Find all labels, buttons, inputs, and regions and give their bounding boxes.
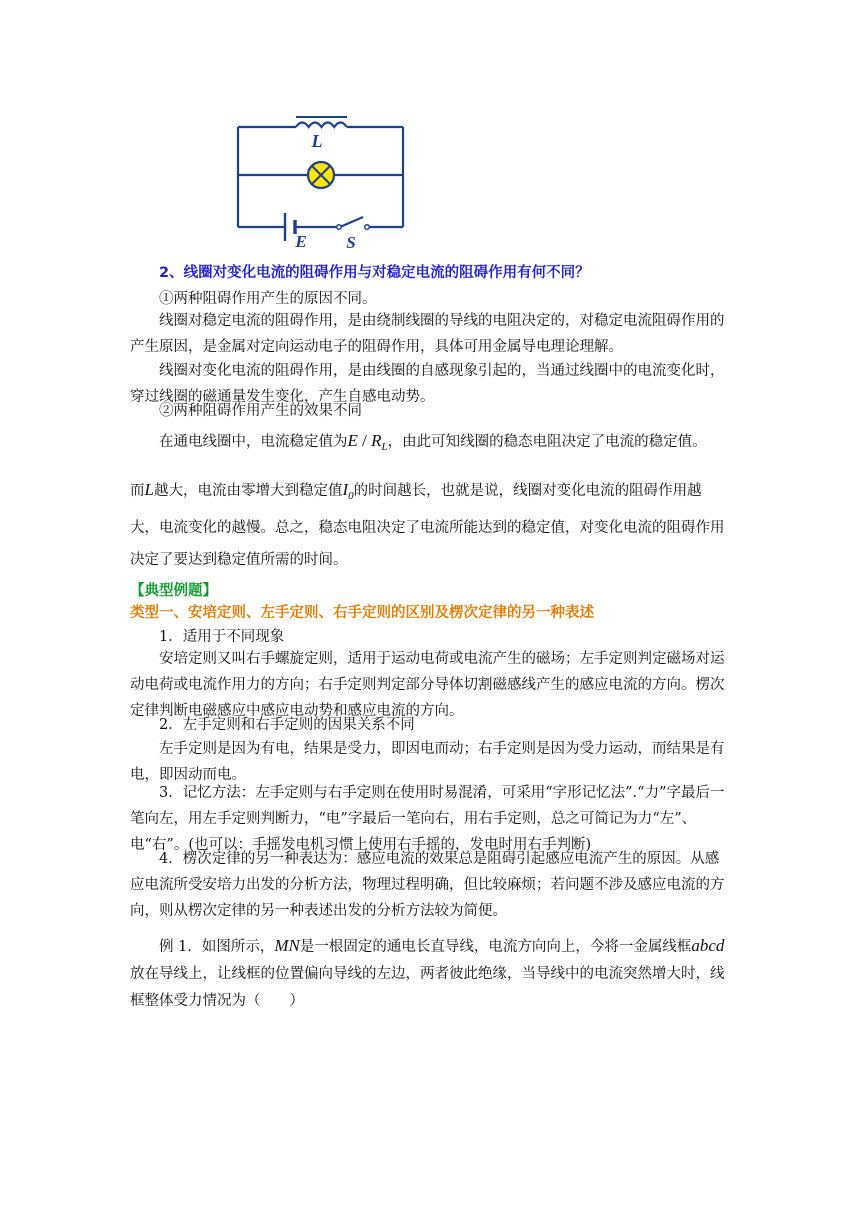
- section2-heading: 2、线圈对变化电流的阻碍作用与对稳定电流的阻碍作用有何不同？: [159, 265, 590, 281]
- examples-heading: 【典型例题】: [130, 583, 217, 599]
- item2-title: 2．左手定则和右手定则的因果关系不同: [159, 717, 415, 733]
- math-MN: MN: [274, 936, 300, 955]
- switch-label: S: [346, 233, 356, 252]
- math-R: R: [371, 431, 382, 450]
- battery-label: E: [295, 232, 307, 251]
- point2-title: ②两种阻碍作用产生的效果不同: [159, 403, 362, 419]
- point1-para2: 线圈对变化电流的阻碍作用，是由线圈的自感现象引起的，当通过线圈中的电流变化时，穿过线圈的磁通量发生变化，产生自感电动势。: [130, 363, 725, 405]
- type1-heading: 类型一、安培定则、左手定则、右手定则的区别及楞次定律的另一种表述: [130, 605, 594, 621]
- item1-title: 1．适用于不同现象: [159, 629, 285, 645]
- circuit-diagram: [232, 110, 410, 258]
- switch-contact-left: [337, 225, 342, 230]
- point1-para1: 线圈对稳定电流的阻碍作用，是由绕制线圈的导线的电阻决定的，对稳定电流阻碍作用的产生原因，是金属对定向运动电子的阻碍作用，具体可用金属导电理论理解。: [130, 313, 725, 355]
- switch-lever: [340, 217, 363, 227]
- math-I0: I: [342, 480, 349, 499]
- inductor-coil: [296, 123, 347, 128]
- math-L: L: [144, 480, 154, 499]
- item3-body: 3．记忆方法：左手定则与右手定则在使用时易混淆，可采用“字形记忆法”.“力”字最后一笔向左，用左手定则判断力，“电”字最后一笔向右，用右手定则，总之可简记为力“左”、电“右”。(也可以：手摇发电机习惯上使用右手摇的，发电时用右手判断): [130, 785, 725, 853]
- item2-body: 左手定则是因为有电，结果是受力，即因电而动；右手定则是因为受力运动，而结果是有电，即因动而电。: [130, 741, 725, 783]
- switch-contact-right: [365, 225, 370, 230]
- math-abcd: abcd: [691, 936, 725, 955]
- item4-body: 4．楞次定律的另一种表达为：感应电流的效果总是阻碍引起感应电流产生的原因。从感应电流所受安培力出发的分析方法，物理过程明确，但比较麻烦；若问题不涉及感应电流的方向，则从楞次定律的另一种表述出发的分析方法较为简便。: [130, 851, 725, 919]
- item1-body: 安培定则又叫右手螺旋定则，适用于运动电荷或电流产生的磁场；左手定则判定磁场对运动电荷或电流作用力的方向；右手定则判定部分导体切割磁感线产生的感应电流的方向。楞次定律判断电磁感应中感应电动势和感应电流的方向。: [130, 651, 725, 719]
- point1-title: ①两种阻碍作用产生的原因不同。: [159, 291, 377, 307]
- inductor-label: L: [311, 131, 323, 151]
- math-E: E: [347, 431, 358, 450]
- lamp-icon: [308, 162, 334, 188]
- para3: 在通电线圈中，电流稳定值为E / $R_L$，由此可知线圈的稳态电阻决定了电流的稳定值。: [159, 431, 707, 453]
- example1: 例 1．如图所示，MN是一根固定的通电长直导线，电流方向向上，今将一金属线框abcd放在导线上，让线框的位置偏向导线的左边，两者彼此绝缘，当导线中的电流突然增大时，线框整体受力情况为（ ）: [130, 936, 725, 1009]
- para4: 而L越大，电流由零增大到稳定值$I_0$的时间越长，也就是说，线圈对变化电流的阻碍作用越大，电流变化的越慢。总之，稳态电阻决定了电流所能达到的稳定值，对变化电流的阻碍作用决定了要达到稳定值所需的时间。: [130, 480, 725, 568]
